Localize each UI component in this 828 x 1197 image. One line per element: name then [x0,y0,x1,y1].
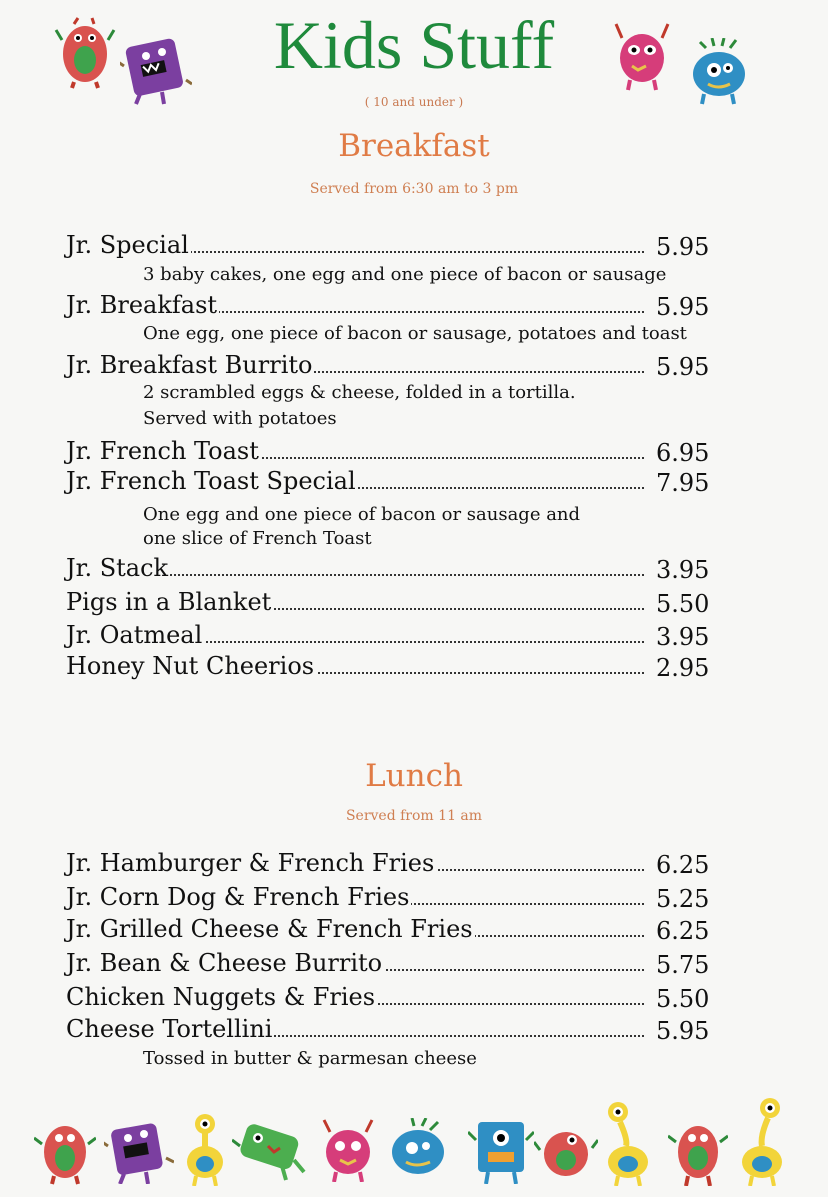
menu-item [66,587,716,617]
menu-item-description: 3 baby cakes, one egg and one piece of bacon or sausage [143,264,667,285]
menu-item-price: 5.95 [656,1017,710,1045]
menu-item-name: Jr. French Toast [66,437,259,465]
blue-monster-icon [384,1118,452,1182]
menu-item-name: Jr. Oatmeal [66,621,203,649]
menu-item [66,436,716,466]
menu-item-price: 5.25 [656,885,710,913]
red-monster-icon [668,1116,728,1186]
menu-item-name: Jr. Corn Dog & French Fries [66,883,410,911]
menu-item [66,848,716,878]
menu-item-price: 6.25 [656,917,710,945]
menu-item [66,350,716,380]
menu-item-name: Jr. Bean & Cheese Burrito [66,949,383,977]
menu-item [66,651,716,681]
menu-item-price: 3.95 [656,556,710,584]
blue-box-monster-icon [468,1116,534,1184]
menu-item-price: 6.25 [656,851,710,879]
menu-item-name: Pigs in a Blanket [66,588,272,616]
menu-item [66,290,716,320]
menu-item-price: 5.95 [656,353,710,381]
menu-item-name: Chicken Nuggets & Fries [66,983,376,1011]
menu-item-price: 5.75 [656,951,710,979]
menu-item-name: Jr. Breakfast Burrito [66,351,313,379]
menu-item [66,982,716,1012]
page-title: Kids Stuff [273,7,555,83]
menu-item-price: 5.50 [656,985,710,1013]
menu-item-name: Jr. Grilled Cheese & French Fries [66,915,473,943]
lunch-note: Served from 11 am [345,808,483,824]
menu-item-name: Jr. Special [66,231,189,259]
red-monster-icon [34,1114,96,1186]
lunch-heading: Lunch [365,758,463,794]
yellow-monster-icon [598,1100,656,1186]
menu-item [66,948,716,978]
menu-item-price: 7.95 [656,469,710,497]
menu-item-price: 2.95 [656,654,710,682]
breakfast-note: Served from 6:30 am to 3 pm [309,181,519,197]
menu-item-name: Jr. Hamburger & French Fries [66,849,435,877]
menu-item-description: One egg and one piece of bacon or sausage and [143,504,581,525]
menu-item-description: 2 scrambled eggs & cheese, folded in a tortilla. [143,382,576,403]
menu-item-name: Jr. Breakfast [66,291,218,319]
menu-item [66,553,716,583]
menu-item-price: 5.50 [656,590,710,618]
breakfast-heading: Breakfast [338,128,490,164]
menu-item [66,466,716,496]
menu-item-name: Jr. French Toast Special [66,467,356,495]
menu-item [66,882,716,912]
green-monster-icon [232,1118,310,1182]
menu-item-price: 6.95 [656,439,710,467]
menu-item-description: Tossed in butter & parmesan cheese [143,1048,477,1069]
menu-item-price: 3.95 [656,623,710,651]
yellow-monster-icon [182,1110,228,1186]
red-monster-icon [534,1120,598,1184]
menu-item [66,620,716,650]
menu-item-name: Jr. Stack [66,554,169,582]
menu-item-description: one slice of French Toast [143,528,372,549]
page-subtitle: ( 10 and under ) [364,95,464,109]
menu-item-name: Cheese Tortellini [66,1015,273,1043]
pink-monster-icon [318,1118,378,1182]
menu-item-price: 5.95 [656,233,710,261]
menu-item-price: 5.95 [656,293,710,321]
yellow-monster-icon [734,1096,794,1186]
menu-item-description: Served with potatoes [143,408,337,429]
purple-monster-icon [104,1118,174,1184]
menu-item-name: Honey Nut Cheerios [66,652,315,680]
menu-item-description: One egg, one piece of bacon or sausage, potatoes and toast [143,323,687,344]
menu-item [66,230,716,260]
menu-item [66,1014,716,1044]
menu-item [66,914,716,944]
